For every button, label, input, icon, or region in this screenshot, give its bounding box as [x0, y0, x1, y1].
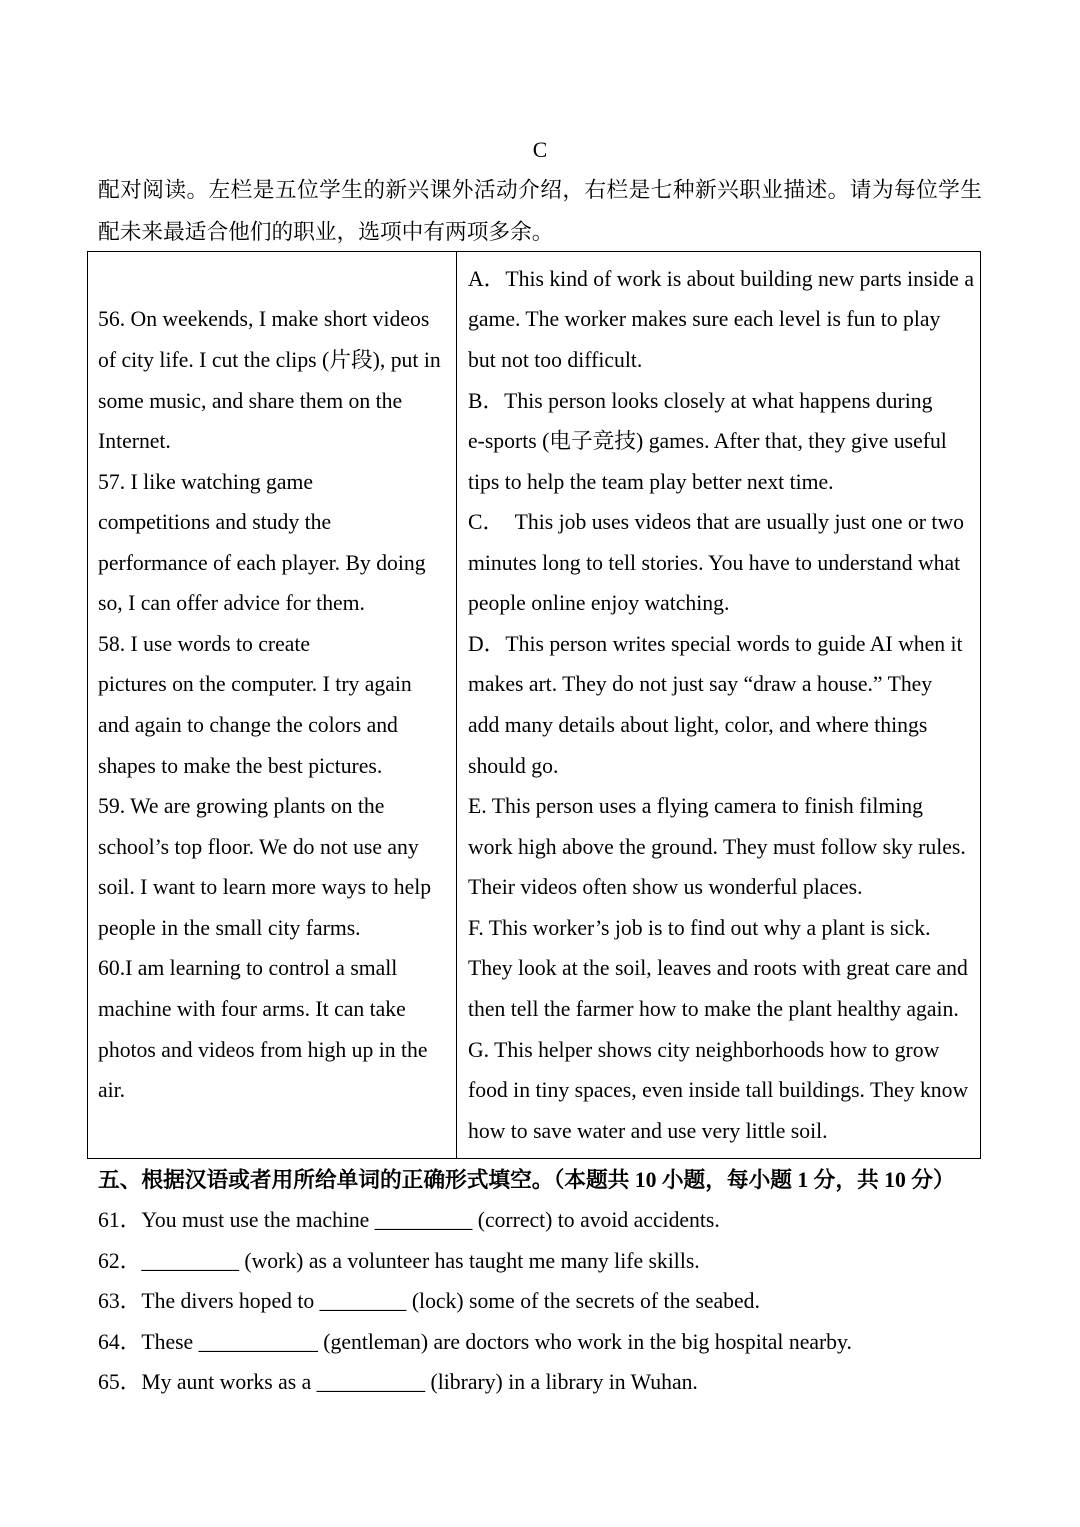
text-line: shapes to make the best pictures.	[98, 753, 383, 778]
text-line: some music, and share them on the	[98, 388, 403, 413]
text-line: of city life. I cut the clips (片段), put in	[98, 347, 441, 372]
text-line: soil. I want to learn more ways to help	[98, 875, 432, 900]
student-description	[98, 299, 456, 461]
text-line: D．This person writes special words to guide AI when it	[468, 631, 963, 656]
matching-table	[87, 251, 981, 1159]
student-description	[98, 948, 456, 1110]
text-line: C． This job uses videos that are usually just one or two	[468, 510, 964, 535]
text-line: how to save water and use very little soil.	[468, 1118, 828, 1143]
text-line: photos and videos from high up in the	[98, 1037, 428, 1062]
text-line: 57. I like watching game	[98, 469, 314, 494]
question-item: 65．My aunt works as a __________ (library) in a library in Wuhan.	[98, 1370, 698, 1395]
text-line: add many details about light, color, and where things	[468, 713, 928, 737]
fill-in-blank-section	[98, 1160, 1058, 1403]
jobs-column	[457, 252, 980, 1158]
text-line: game. The worker makes sure each level is fun to play	[468, 307, 941, 332]
job-description	[468, 624, 980, 786]
text-line: A．This kind of work is about building new parts inside a	[468, 266, 974, 291]
text-line: E. This person uses a flying camera to finish filming	[468, 794, 923, 819]
job-description	[468, 908, 980, 1030]
text-line: air.	[98, 1078, 126, 1103]
text-line: 60.I am learning to control a small	[98, 956, 398, 981]
text-line: but not too difficult.	[468, 347, 643, 372]
question-item: 61．You must use the machine _________ (correct) to avoid accidents.	[98, 1208, 720, 1233]
job-description	[468, 381, 980, 503]
text-line: work high above the ground. They must follow sky rules.	[468, 834, 966, 859]
text-line: and again to change the colors and	[98, 713, 398, 737]
student-description	[98, 786, 456, 948]
text-line: makes art. They do not just say “draw a house.” They	[468, 672, 933, 697]
text-line: Internet.	[98, 429, 171, 454]
text-line: school’s top floor. We do not use any	[98, 834, 419, 859]
matching-instruction	[98, 169, 982, 253]
job-description	[468, 1030, 980, 1152]
instruction-line: 配未来最适合他们的职业，选项中有两项多余。	[98, 220, 554, 244]
section-heading: 五、根据汉语或者用所给单词的正确形式填空。（本题共 10 小题，每小题 1 分，共 10 分）	[98, 1167, 955, 1192]
part-heading: C	[532, 138, 548, 162]
student-description	[98, 624, 456, 786]
text-line: They look at the soil, leaves and roots with great care and	[468, 956, 968, 981]
text-line: minutes long to tell stories. You have to understand what	[468, 550, 961, 575]
text-line: competitions and study the	[98, 510, 332, 535]
text-line: 58. I use words to create	[98, 631, 310, 656]
text-line: 59. We are growing plants on the	[98, 794, 385, 819]
question-item: 62．_________ (work) as a volunteer has taught me many life skills.	[98, 1248, 700, 1273]
text-line: performance of each player. By doing	[98, 550, 426, 575]
question-item: 63．The divers hoped to ________ (lock) some of the secrets of the seabed.	[98, 1289, 760, 1314]
text-line: e-sports (电子竞技) games. After that, they give useful	[468, 429, 947, 454]
instruction-line: 配对阅读。左栏是五位学生的新兴课外活动介绍，右栏是七种新兴职业描述。请为每位学生	[98, 178, 982, 202]
job-description	[468, 786, 980, 908]
text-line: food in tiny spaces, even inside tall buildings. They know	[468, 1078, 969, 1103]
job-description	[468, 259, 980, 381]
text-line: should go.	[468, 753, 559, 778]
text-line: people in the small city farms.	[98, 915, 361, 940]
text-line: pictures on the computer. I try again	[98, 672, 412, 697]
students-column	[88, 252, 457, 1158]
student-description	[98, 462, 456, 624]
text-line: then tell the farmer how to make the plant healthy again.	[468, 996, 959, 1021]
text-line: B．This person looks closely at what happens during	[468, 388, 933, 413]
question-item: 64．These ___________ (gentleman) are doctors who work in the big hospital nearby.	[98, 1329, 852, 1354]
text-line: Their videos often show us wonderful places.	[468, 875, 863, 900]
text-line: tips to help the team play better next time.	[468, 469, 834, 494]
job-description	[468, 502, 980, 624]
text-line: F. This worker’s job is to find out why a plant is sick.	[468, 915, 931, 940]
text-line: people online enjoy watching.	[468, 591, 730, 616]
text-line: G. This helper shows city neighborhoods how to grow	[468, 1037, 940, 1062]
text-line: 56. On weekends, I make short videos	[98, 307, 430, 332]
text-line: machine with four arms. It can take	[98, 996, 406, 1021]
text-line: so, I can offer advice for them.	[98, 591, 365, 616]
